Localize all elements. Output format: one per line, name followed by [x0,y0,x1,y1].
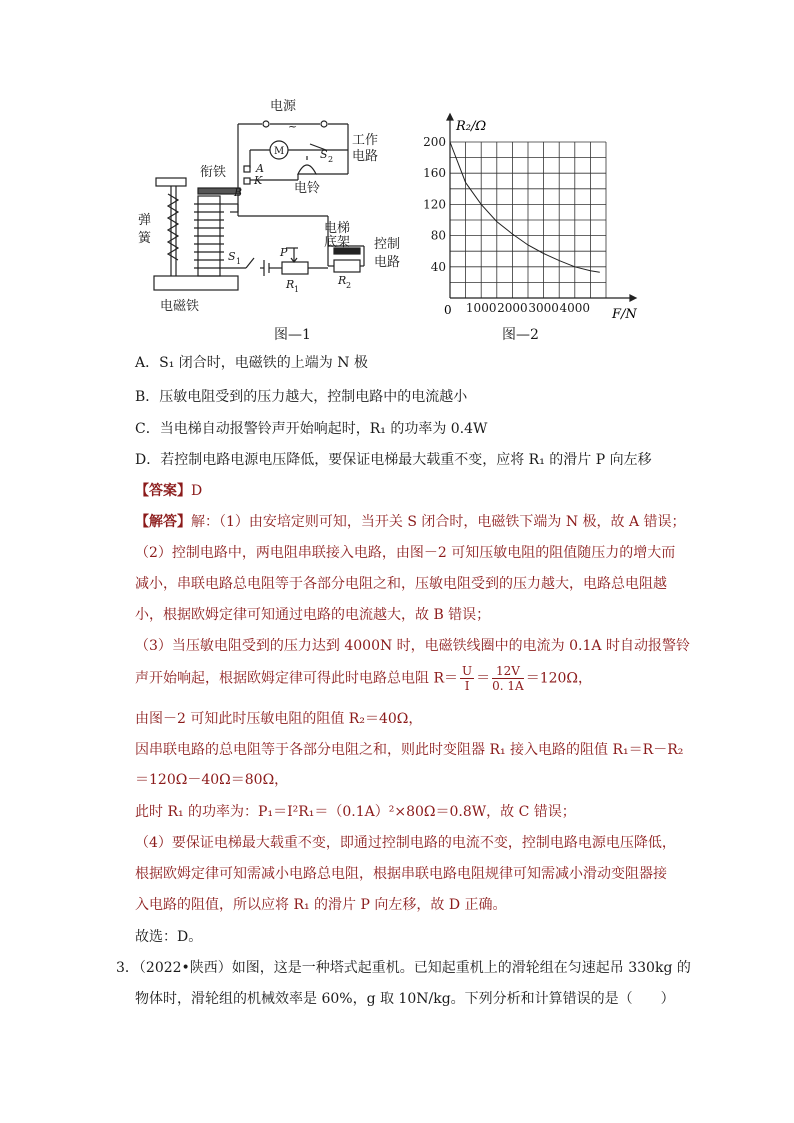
svg-text:P: P [280,246,288,259]
solution-line-12: 根据欧姆定律可知需减小电路总电阻，根据串联电路电阻规律可知需减小滑动变阻器接 [135,866,667,882]
power-label: 电源 [270,99,297,114]
x-axis-label: F/N [612,307,637,322]
option-c: C．当电梯自动报警铃声开始响起时，R₁ 的功率为 0.4W [135,421,488,437]
x-tick-label: 2000 [497,301,528,315]
solution-line-1: 【解答】解：（1）由安培定则可知，当开关 S 闭合时，电磁铁下端为 N 极，故 A 错误； [135,514,686,530]
fraction-u-over-i: $\frac{U}{I}$ [462,664,473,693]
y-tick-label: 200 [423,135,446,149]
question-3-line-2: 物体时，滑轮组的机械效率是 60%，g 取 10N/kg。下列分析和计算错误的是（ ） [135,991,675,1007]
svg-text:簧: 簧 [138,231,152,246]
y-tick-label: 80 [430,228,446,243]
option-b: B．压敏电阻受到的压力越大，控制电路中的电流越小 [135,389,468,405]
armature-label: 衔铁 [200,165,227,180]
origin-label: 0 [444,303,452,317]
svg-text:S: S [320,148,328,161]
y-tick-label: 120 [423,197,446,212]
svg-text:~: ~ [288,120,298,133]
x-tick-label: 3000 [528,301,559,315]
solution-line-11: （4）要保证电梯最大载重不变，即通过控制电路的电流不变，控制电路电源电压降低， [135,835,676,851]
svg-text:电路: 电路 [374,255,401,270]
answer-line [135,482,202,500]
fraction-12v-over-01a: $\frac{12V}{0. 1A}$ [492,664,524,693]
svg-text:A: A [256,162,264,175]
y-axis-label: R₂/Ω [456,119,487,134]
y-tick-label: 160 [423,166,446,181]
answer-value: D [191,483,203,499]
y-tick-label: 40 [430,259,446,274]
svg-text:2: 2 [346,281,352,290]
solution-conclusion: 故选：D。 [135,929,203,945]
solution-line-10: 此时 R₁ 的功率为：P₁＝I²R₁＝（0.1A）²×80Ω＝0.8W，故 C 错误； [135,804,576,820]
svg-text:R: R [286,278,295,291]
svg-text:工作: 工作 [352,133,379,148]
solution-line-7: 由图－2 可知此时压敏电阻的阻值 R₂＝40Ω， [135,711,423,727]
circuit-diagram [138,96,428,324]
r2-force-chart [420,112,650,324]
solution-line-3: 减小，串联电路总电阻等于各部分电阻之和，压敏电阻受到的压力越大，电路总电阻越 [135,576,667,592]
svg-text:电路: 电路 [352,149,379,164]
svg-text:电梯: 电梯 [324,221,351,236]
solution-line-5: （3）当压敏电阻受到的压力达到 4000N 时，电磁铁线圈中的电流为 0.1A 时自动报警铃 [135,638,690,654]
svg-text:M: M [274,146,285,157]
svg-text:控制: 控制 [374,237,401,252]
solution-line-9: ＝120Ω－40Ω＝80Ω， [135,772,289,788]
x-tick-label: 1000 [465,301,497,315]
figure2-caption: 图—2 [502,327,539,343]
svg-text:R: R [338,274,347,287]
bell-label: 电铃 [294,181,321,196]
option-a: A．S₁ 闭合时，电磁铁的上端为 N 极 [135,355,368,371]
solution-line-2: （2）控制电路中，两电阻串联接入电路，由图－2 可知压敏电阻的阻值随压力的增大而 [135,545,676,561]
svg-text:K: K [254,174,263,187]
svg-text:弹: 弹 [138,213,152,228]
x-tick-label: 4000 [559,301,591,315]
option-d: D．若控制电路电源电压降低，要保证电梯最大载重不变，应将 R₁ 的滑片 P 向左移 [135,452,652,468]
svg-text:B: B [234,186,243,199]
solution-line-8: 因串联电路的总电阻等于各部分电阻之和，则此时变阻器 R₁ 接入电路的阻值 R₁＝R－R₂ [135,742,684,758]
svg-text:底架: 底架 [324,235,351,250]
electromagnet-label: 电磁铁 [160,299,200,314]
svg-text:1: 1 [236,257,242,266]
r2-curve [450,142,600,272]
question-3-line-1: 3．（2022•陕西）如图，这是一种塔式起重机。已知起重机上的滑轮组在匀速起吊 330kg 的 [116,960,691,976]
answer-tag: 【答案】 [135,483,191,499]
svg-text:1: 1 [294,285,300,294]
svg-text:S: S [228,250,236,263]
figure1-caption: 图—1 [274,327,311,343]
svg-text:2: 2 [328,155,334,164]
solution-line-4: 小，根据欧姆定律可知通过电路的电流越大，故 B 错误； [135,607,491,623]
solution-line-6: 声开始响起，根据欧姆定律可得此时电路总电阻 R＝ $\frac{U}{I}$ ＝ $\frac{12V}{0. 1A}$ ＝120Ω， [135,664,593,693]
solution-line-13: 入电路的阻值，所以应将 R₁ 的滑片 P 向左移，故 D 正确。 [135,897,507,913]
